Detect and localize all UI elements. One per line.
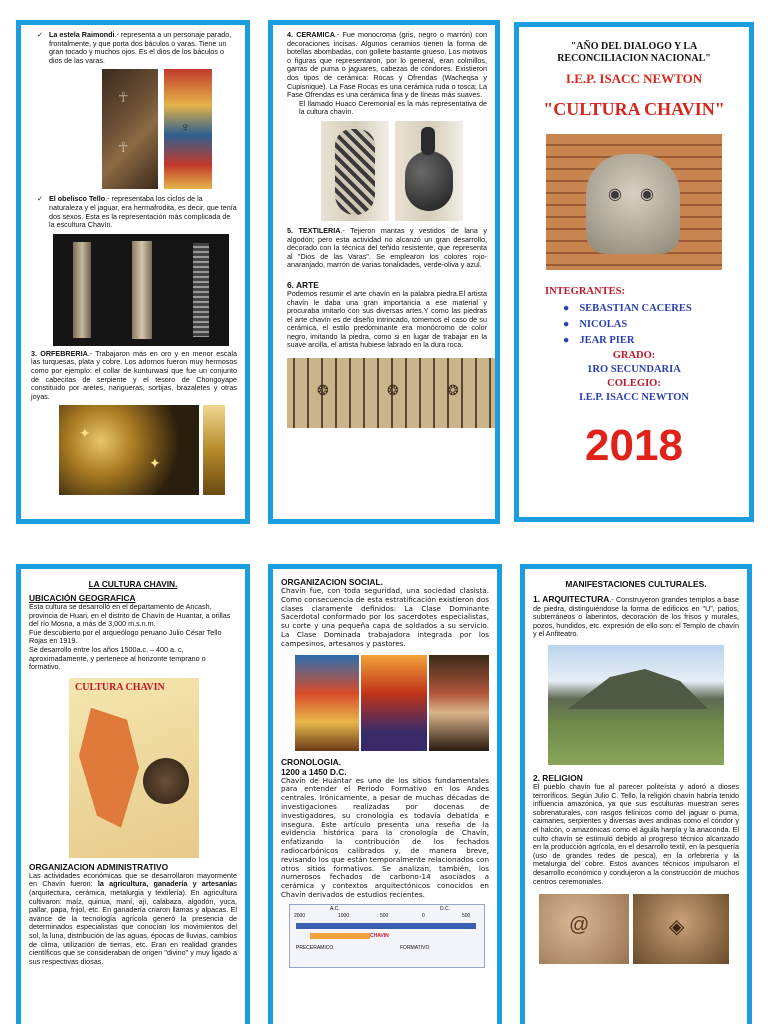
gold-jewelry-image bbox=[59, 405, 199, 495]
timeline-tick: D.C. bbox=[440, 905, 450, 912]
orfebreria-text: .- Trabajaron más en oro y en menor escala las turquesas, plata y cobre. Los adornos fueron muy hermosos como por ejemplo: el collar de kunturwasi que fue un conjunto de cabecitas de serpiente y el tesoro de Chongoyape constituido por aretes, narigueras, sortijas, brazaletes y otras joyas. bbox=[31, 348, 237, 401]
org-social-title: ORGANIZACION SOCIAL. bbox=[281, 577, 383, 587]
ceramica-title: CERAMICA bbox=[296, 30, 335, 39]
relief-icon: ❂ bbox=[317, 382, 329, 399]
orfebreria-title: ORFEBRERIA bbox=[40, 348, 88, 358]
face-painting bbox=[429, 655, 489, 751]
obelisco-title: El obelisco Tello bbox=[49, 194, 106, 204]
panel-manifestaciones bbox=[520, 564, 752, 1024]
member-item bbox=[563, 301, 741, 317]
panel-ceramica bbox=[268, 20, 500, 524]
timeline-tick: A.C. bbox=[330, 905, 340, 912]
cultura-title: "CULTURA CHAVIN" bbox=[543, 99, 725, 119]
vessel-spout bbox=[421, 127, 435, 155]
estela-text: .- representa a un personaje parado, frontalmente, y que porta dos báculos o varas. Tiene un gran tocado y muchos ojos. Es el dios de los báculos o dios de las varas. bbox=[49, 30, 232, 65]
timeline-tick: 2000 bbox=[294, 912, 306, 919]
manifestaciones-title: MANIFESTACIONES CULTURALES. bbox=[565, 579, 707, 589]
religion-images bbox=[539, 894, 739, 964]
timeline-tick: 500 bbox=[380, 912, 389, 919]
panel-organizacion bbox=[268, 564, 502, 1024]
ubicacion-text-1: Esta cultura se desarrolló en el departamento de Ancash, provincia de Huari, en el distrito de Chavín de Huantar, a orillas del río Mosna, a más de 3,000 m.s.n.m. bbox=[29, 602, 231, 629]
ceramica-num: 4. bbox=[287, 30, 293, 39]
timeline-bar bbox=[296, 923, 476, 929]
cultura-chavin-title: LA CULTURA CHAVIN. bbox=[88, 579, 178, 589]
peru-map-shape bbox=[79, 708, 139, 828]
year-label: 2018 bbox=[585, 421, 683, 470]
member-name: SEBASTIAN CACERES bbox=[579, 303, 692, 314]
huaco-ceremonial-image bbox=[321, 121, 389, 221]
ubicacion-text-3: Se desarrollo entre los años 1500a.c. – 400 a. c, aproximadamente, y pertenece al horizonte temprano o formativo. bbox=[29, 644, 206, 672]
estela-stone-image bbox=[102, 69, 158, 189]
deity-icon: ♆ bbox=[180, 119, 191, 136]
crono-text: Chavín de Huántar es uno de los sitios fundamentales para entender el Periodo Formativo en los Andes centrales. Irónicamente, a pesar de muchas décadas de investigaciones realizadas por docenas de investigadores, su cronología es todavía debatida e insegura. Este artículo presenta una reseña de la evidencia histórica para la cronología de Chavín, enfatizando la contribución de los fechados radiocarbónicos calibrados y, de manera breve, revisando los que están temporalmente relacionados con otros sitios formativos. Se analizan, también, los numerosos fechados de carbono-14 asociados a cerámica y contextos arquitectónicos conocidos en Chavín derivados de estudios recientes. bbox=[281, 775, 489, 899]
member-name: JEAR PIER bbox=[579, 335, 635, 346]
eye-icon: ◉ bbox=[640, 186, 654, 203]
ubicacion-title: UBICACIÓN GEOGRAFICA bbox=[29, 593, 136, 603]
stirrup-vessel-image bbox=[395, 121, 463, 221]
textileria-title: TEXTILERIA bbox=[298, 225, 341, 235]
relief-icon: ❂ bbox=[387, 382, 399, 399]
member-item bbox=[563, 317, 741, 333]
relief-icon: ❂ bbox=[447, 382, 459, 399]
stone-head bbox=[586, 154, 680, 254]
admin-text-bold: la agricultura, ganadería y artesanía bbox=[97, 879, 234, 889]
estela-title: La estela Raimondi bbox=[49, 30, 115, 39]
orfebreria-num: 3. bbox=[31, 348, 37, 358]
arte-paragraph: Podemos resumir el arte chavín en la palabra piedra.El artista chavín le daba una gran importancia a ese material y procuraba imitarlo con sus diversas artes.Y como las piedras el arte chavín es de diseño intrincado, tomemos el caso de su cerámica, el estilo predominante era monócromo de color negro, imitando la piedra, como si en lugar de trabajar en la suave arcilla, el artista hubiese labrado en la dura roca. bbox=[287, 288, 487, 350]
map-image bbox=[69, 678, 199, 858]
colegio-value: I.E.P. ISACC NEWTON bbox=[579, 392, 689, 403]
admin-text-c: s (arquitectura, cerámica, metalurgia y textilería). En agricultura cultivaron: maíz, quinua, maní, ají, calabaza, algodón, yuca, pallar, papa, frijol, etc. En ganadería criaron llamas y alpacas. El avance de la tecnología agrícola generó la presencia de determinados especialistas que conocían los movimientos del sol, la luna, distribución de las aguas, épocas de lluvias, cambios de clima, utilización de tierras, etc. Eran en realidad grandes científicos que se consideraban de origen "divino" y muy ligado a sus respectivas diosas. bbox=[29, 879, 238, 966]
org-social-text: Chavín fue, con toda seguridad, una sociedad clasista. Como consecuencia de esta estratificación existieron dos clases claramente definidos: La Clase Dominante Sacerdotal conformado por los sacerdotes especialistas, su corte y una pequeña capa de soldados a su servicio. La Clase Dominada trabajadora integrada por los campesinos, artesanos y pastores. bbox=[281, 586, 489, 648]
obelisco-drawing bbox=[193, 243, 209, 337]
huaco-vessel bbox=[335, 129, 375, 215]
crono-title: CRONOLOGIA. bbox=[281, 756, 342, 767]
member-item bbox=[563, 333, 741, 349]
black-vessel bbox=[405, 151, 453, 211]
timeline-bar bbox=[310, 933, 370, 939]
jewel-icon: ✦ bbox=[79, 425, 91, 442]
gold-figure-image bbox=[203, 405, 225, 495]
ubicacion-text-2: Fue descubierto por el arqueólogo peruano Julio César Tello Rojas en 1919. bbox=[29, 627, 222, 646]
timeline-chart bbox=[289, 904, 485, 968]
panel-portada bbox=[514, 22, 754, 522]
arquitectura-text: .- Construyeron grandes templos a base de piedra, distinguiéndose la forma de edificios en "U", patios, subterráneos o laberintos, decoración de los frisos y murales, pozos, hundidos, etc. expresión de ello son: el Templo de chavín y el Anfiteatro. bbox=[533, 595, 740, 639]
mountain-shape bbox=[568, 669, 708, 709]
ceramica-images bbox=[321, 121, 487, 221]
org-social-images bbox=[295, 655, 489, 751]
ceramica-paragraph bbox=[281, 31, 487, 100]
colegio-label: COLEGIO: bbox=[607, 378, 661, 389]
priest-painting bbox=[295, 655, 359, 751]
members-list bbox=[563, 301, 741, 349]
cabeza-clava-image bbox=[546, 134, 722, 270]
panel-ubicacion bbox=[16, 564, 250, 1024]
estela-raimondi-paragraph bbox=[29, 31, 237, 65]
carving-icon: ☥ bbox=[118, 89, 129, 106]
religion-paragraph: El pueblo chavín fue al parecer politeísta y adoró a dioses terroríficos. Según Julio C. Tello, la religión chavín habría tenido influencia amazónica, ya que sus esculturas muestran seres sobrenaturales, con rasgos felínicos como del jaguar o puma, caimanes, serpientes y diversas aves andinas como el cóndor y el halcón, o amazónicas como el águila harpía y la anaconda. El culto chavín se estimuló debido al progreso técnico alcanzado en la producción agrícola, en el desarrollo textil, en la pesquería (uso de grandes redes de pesca), en la orfebrería y la metalurgia del cobre. Estos avances técnicos impulsaron el desarrollo económico y condujeron a la construcción de muchos centros ceremoniales. bbox=[533, 781, 739, 886]
obelisco-tello-paragraph bbox=[29, 195, 237, 229]
crono-range: 1200 a 1450 D.C. bbox=[281, 766, 347, 777]
timeline-tick: 1000 bbox=[338, 912, 350, 919]
bullet-icon: ● bbox=[563, 319, 570, 330]
orfebreria-images bbox=[59, 405, 237, 495]
obelisco-stone-left bbox=[73, 242, 91, 338]
eye-icon: ◉ bbox=[608, 186, 622, 203]
stone-carving-image bbox=[539, 894, 629, 964]
orfebreria-paragraph bbox=[29, 350, 237, 402]
estela-drawing-image bbox=[164, 69, 212, 189]
timeline-tick: 0 bbox=[422, 912, 425, 919]
warrior-painting bbox=[361, 655, 427, 751]
obelisco-stone-mid bbox=[132, 241, 152, 339]
carving-icon: ☥ bbox=[118, 139, 129, 156]
relief-carving-image bbox=[633, 894, 729, 964]
timeline-label: FORMATIVO bbox=[400, 944, 430, 951]
ceramica-paragraph-2: El llamado Huaco Ceremonial es la más representativa de la cultura chavín. bbox=[299, 98, 487, 117]
arquitectura-title: 1. ARQUITECTURA bbox=[533, 594, 610, 604]
bullet-icon: ● bbox=[563, 303, 570, 314]
arquitectura-paragraph bbox=[533, 595, 739, 639]
obelisco-image bbox=[53, 234, 229, 346]
jewel-icon: ✦ bbox=[149, 455, 161, 472]
religion-title: 2. RELIGION bbox=[533, 772, 583, 783]
textileria-paragraph bbox=[281, 227, 487, 270]
grado-value: 1RO SECUNDARIA bbox=[587, 364, 681, 375]
feline-icon: ◈ bbox=[669, 916, 685, 939]
head-sculpture bbox=[143, 758, 189, 804]
check-icon: ✓ bbox=[37, 194, 44, 204]
member-name: NICOLAS bbox=[579, 319, 628, 330]
map-label: CULTURA CHAVIN bbox=[75, 681, 165, 693]
bullet-icon: ● bbox=[563, 335, 570, 346]
panel-escultura bbox=[16, 20, 250, 524]
admin-paragraph bbox=[29, 872, 237, 967]
stone-relief-image bbox=[287, 358, 495, 428]
grado-label: GRADO: bbox=[612, 350, 656, 361]
ceramica-text: .- Fue monocroma (gris, negro o marrón) con decoraciones incisas. Algunos ceramios tienen la forma de botellas abombadas, con gollete bastante grueso. Los motivos o figuras que representaron, por lo general, eran colmillos, garras de puma o jaguares, cabezas de cóndores. Existieron dos tipos de cerámica: Rocas y Ofrendas (Wacheqsa y Cupisnique). La Fase Rocas es una cerámica ruda o tosca; La Fase Ofrendas es una cerámica fina y de líneas más suaves. bbox=[287, 30, 487, 100]
estela-images bbox=[77, 69, 237, 189]
integrantes-label: INTEGRANTES: bbox=[545, 286, 625, 297]
admin-title: ORGANIZACION ADMINISTRATIVO bbox=[29, 861, 169, 872]
chavin-temple-photo bbox=[548, 645, 724, 765]
admin-text-a: Las actividades económicas que se desarrollaron mayormente en Chavín fueron: bbox=[29, 870, 237, 889]
year-motto: "AÑO DEL DIALOGO Y LA RECONCILIACION NACIONAL" bbox=[557, 41, 711, 64]
school-title: I.E.P. ISACC NEWTON bbox=[565, 71, 703, 86]
spiral-icon: @ bbox=[569, 914, 590, 937]
timeline-tick: 500 bbox=[462, 912, 471, 919]
obelisco-text: .- representaba los ciclos de la naturaleza y el jaguar, era hermafrodita, es decir, que tenía dos sexos. Esta es la representación más complicada de la escultura Chavín. bbox=[49, 194, 237, 230]
timeline-label: PRECERAMICO bbox=[296, 944, 334, 951]
arte-title: 6. ARTE bbox=[287, 279, 319, 290]
textileria-num: 5. bbox=[287, 225, 293, 235]
timeline-label: CHAVIN bbox=[370, 932, 389, 939]
check-icon: ✓ bbox=[37, 30, 44, 39]
textileria-text: .- Tejieron mantas y vestidos de lana y algodón; pero esta actividad no alcanzó un gran desarrollo, decorado con la técnica del teñido resistente, que representa al "Dios de las Varas". Se emplearon los colores rojo-anaranjado, marrón de varias tonalidades, verde-oliva y azul. bbox=[287, 225, 487, 270]
